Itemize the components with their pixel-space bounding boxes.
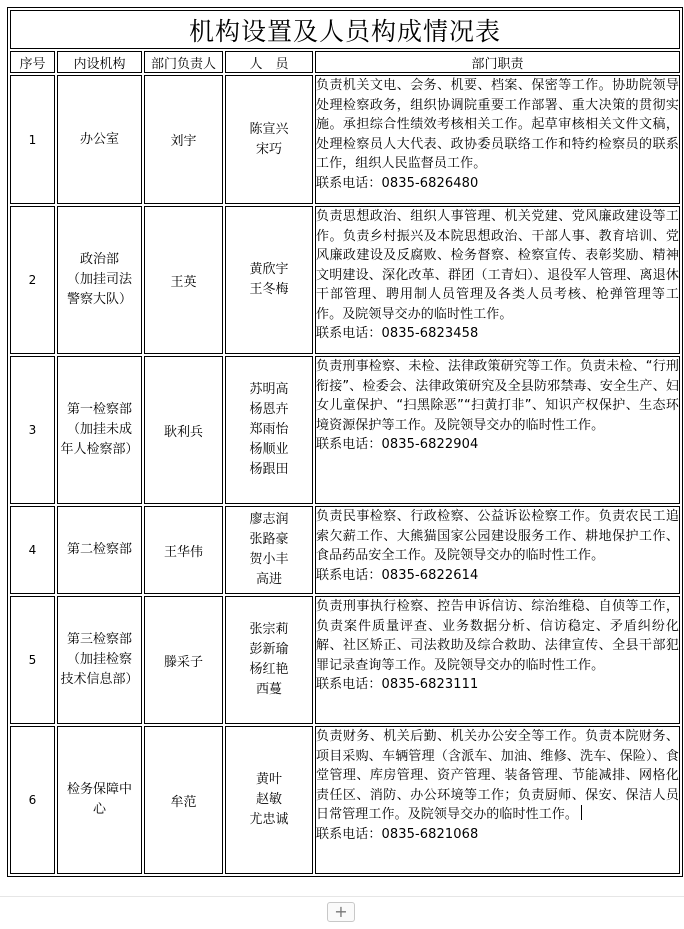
person-name: 彭新瑜 [249, 642, 289, 657]
contact-phone: 联系电话：0835-6822904 [316, 437, 479, 452]
text-cursor [581, 805, 582, 820]
row-people-cell[interactable] [225, 506, 313, 594]
row-people-cell[interactable] [225, 596, 313, 724]
table-row [10, 356, 680, 504]
row-org-cell[interactable] [57, 726, 142, 874]
table-row [10, 506, 680, 594]
row-people-cell[interactable] [225, 75, 313, 204]
person-name: 张宗莉 [249, 622, 289, 637]
row-num-cell[interactable]: 2 [10, 206, 55, 354]
org-line: （加挂司法 [66, 272, 132, 287]
row-org-cell[interactable] [57, 206, 142, 354]
org-line: 第一检察部 [66, 402, 132, 417]
row-people-cell[interactable] [225, 726, 313, 874]
person-name: 赵敏 [255, 792, 282, 807]
table-row [10, 206, 680, 354]
row-head-cell[interactable]: 牟范 [144, 726, 223, 874]
person-name: 杨恩卉 [249, 402, 289, 417]
duty-text: 负责刑事检察、未检、法律政策研究等工作。负责未检、“行刑衔接”、检委会、法律政策研究及全县防邪禁毒、安全生产、妇女儿童保护、“扫黑除恶”“扫黄打非”、知识产权保护、生态环境资源保护等工作。及院领导交办的临时性工作。 [316, 359, 679, 433]
person-name: 张路豪 [249, 532, 289, 547]
org-line: （加挂检察 [66, 652, 132, 667]
org-line: 政治部 [79, 252, 119, 267]
person-name: 尤忠诚 [249, 812, 289, 827]
row-num-cell[interactable]: 3 [10, 356, 55, 504]
person-name: 杨红艳 [249, 662, 289, 677]
row-org-cell[interactable] [57, 506, 142, 594]
org-line: 第二检察部 [66, 542, 132, 557]
person-name: 西蔓 [255, 682, 282, 697]
row-duty-cell[interactable] [315, 506, 680, 594]
header-head[interactable]: 部门负责人 [144, 51, 223, 73]
header-duty[interactable]: 部门职责 [315, 51, 680, 73]
org-line: 第三检察部 [66, 632, 132, 647]
row-duty-cell[interactable] [315, 356, 680, 504]
person-name: 高进 [255, 572, 282, 587]
row-duty-cell[interactable] [315, 726, 680, 874]
duty-text: 负责机关文电、会务、机要、档案、保密等工作。协助院领导处理检察政务，组织协调院重要工作部署、重大决策的贯彻实施。承担综合性绩效考核相关工作。起草审核相关文件文稿，处理检察员人大代表、政协委员联络工作和特约检察员的联系工作，组织人民监督员工作。 [316, 78, 679, 171]
org-line: 年人检察部） [60, 442, 139, 457]
contact-phone: 联系电话：0835-6826480 [316, 175, 479, 191]
person-name: 杨跟田 [249, 462, 289, 477]
header-row [10, 51, 680, 73]
table-row [10, 726, 680, 874]
person-name: 王冬梅 [249, 282, 289, 297]
contact-phone: 联系电话：0835-6823111 [316, 677, 479, 692]
row-duty-cell[interactable] [315, 596, 680, 724]
row-num-cell[interactable]: 6 [10, 726, 55, 874]
table-title[interactable]: 机构设置及人员构成情况表 [10, 10, 680, 49]
org-line: 检务保障中 [66, 782, 132, 797]
duty-text: 负责民事检察、行政检察、公益诉讼检察工作。负责农民工追索欠薪工作、大熊猫国家公园建设服务工作、耕地保护工作、食品药品安全工作。及院领导交办的临时性工作。 [316, 509, 679, 563]
org-line: 警察大队） [66, 292, 132, 307]
person-name: 黄欣宇 [249, 262, 289, 277]
header-num[interactable]: 序号 [10, 51, 55, 73]
person-name: 杨顺业 [249, 442, 289, 457]
duty-text: 负责刑事执行检察、控告申诉信访、综治维稳、自侦等工作，负责案件质量评查、业务数据分析、信访稳定、矛盾纠纷化解、社区矫正、司法救助及综合救助、法律宣传、全县干部犯罪记录查询等工作。及院领导交办的临时性工作。 [316, 599, 679, 673]
row-duty-cell[interactable] [315, 206, 680, 354]
person-name: 黄叶 [255, 772, 282, 787]
org-line: 办公室 [79, 131, 119, 147]
row-people-cell[interactable] [225, 356, 313, 504]
person-name: 宋巧 [255, 141, 282, 157]
header-people[interactable]: 人 员 [225, 51, 313, 73]
contact-phone: 联系电话：0835-6822614 [316, 567, 479, 583]
person-name: 陈宣兴 [249, 121, 289, 137]
row-head-cell[interactable]: 耿利兵 [144, 356, 223, 504]
person-name: 廖志润 [249, 512, 289, 527]
org-line: （加挂未成 [66, 422, 132, 437]
contact-phone: 联系电话：0835-6823458 [316, 326, 479, 341]
row-head-cell[interactable]: 滕采子 [144, 596, 223, 724]
contact-phone: 联系电话：0835-6821068 [316, 826, 479, 842]
person-name: 贺小丰 [249, 552, 289, 567]
duty-text [316, 727, 679, 825]
person-name: 郑雨怡 [249, 422, 289, 437]
duty-text-content: 负责财务、机关后勤、机关办公安全等工作。负责本院财务、项目采购、车辆管理（含派车、加油、维修、洗车、保险）、食堂管理、库房管理、资产管理、装备管理、节能减排、网格化责任区、消防、办公环境等工作；负责厨师、保安、保洁人员日常管理工作。及院领导交办的临时性工作。 [316, 729, 679, 822]
org-line: 技术信息部） [60, 672, 139, 687]
table-row [10, 596, 680, 724]
row-people-cell[interactable] [225, 206, 313, 354]
sheet-tab-bar [0, 896, 684, 929]
row-num-cell[interactable]: 5 [10, 596, 55, 724]
duty-text: 负责思想政治、组织人事管理、机关党建、党风廉政建设等工作。负责乡村振兴及本院思想政治、干部人事、教育培训、党风廉政建设及反腐败、检务督察、检察宣传、表彰奖励、精神文明建设、深化改革、群团（工青妇）、退役军人管理、离退休干部管理、聘用制人员管理及各类人员考核、枪弹管理等工作。及院领导交办的临时性工作。 [316, 209, 679, 322]
row-org-cell[interactable] [57, 75, 142, 204]
table-row [10, 75, 680, 204]
row-num-cell[interactable]: 1 [10, 75, 55, 204]
row-head-cell[interactable]: 王英 [144, 206, 223, 354]
row-org-cell[interactable] [57, 596, 142, 724]
person-name: 苏明高 [249, 382, 289, 397]
row-head-cell[interactable]: 刘宇 [144, 75, 223, 204]
row-num-cell[interactable]: 4 [10, 506, 55, 594]
org-line: 心 [92, 802, 106, 817]
row-duty-cell[interactable] [315, 75, 680, 204]
row-head-cell[interactable]: 王华伟 [144, 506, 223, 594]
add-sheet-button[interactable]: + [327, 902, 355, 922]
org-structure-table [7, 7, 683, 877]
row-org-cell[interactable] [57, 356, 142, 504]
header-org[interactable]: 内设机构 [57, 51, 142, 73]
